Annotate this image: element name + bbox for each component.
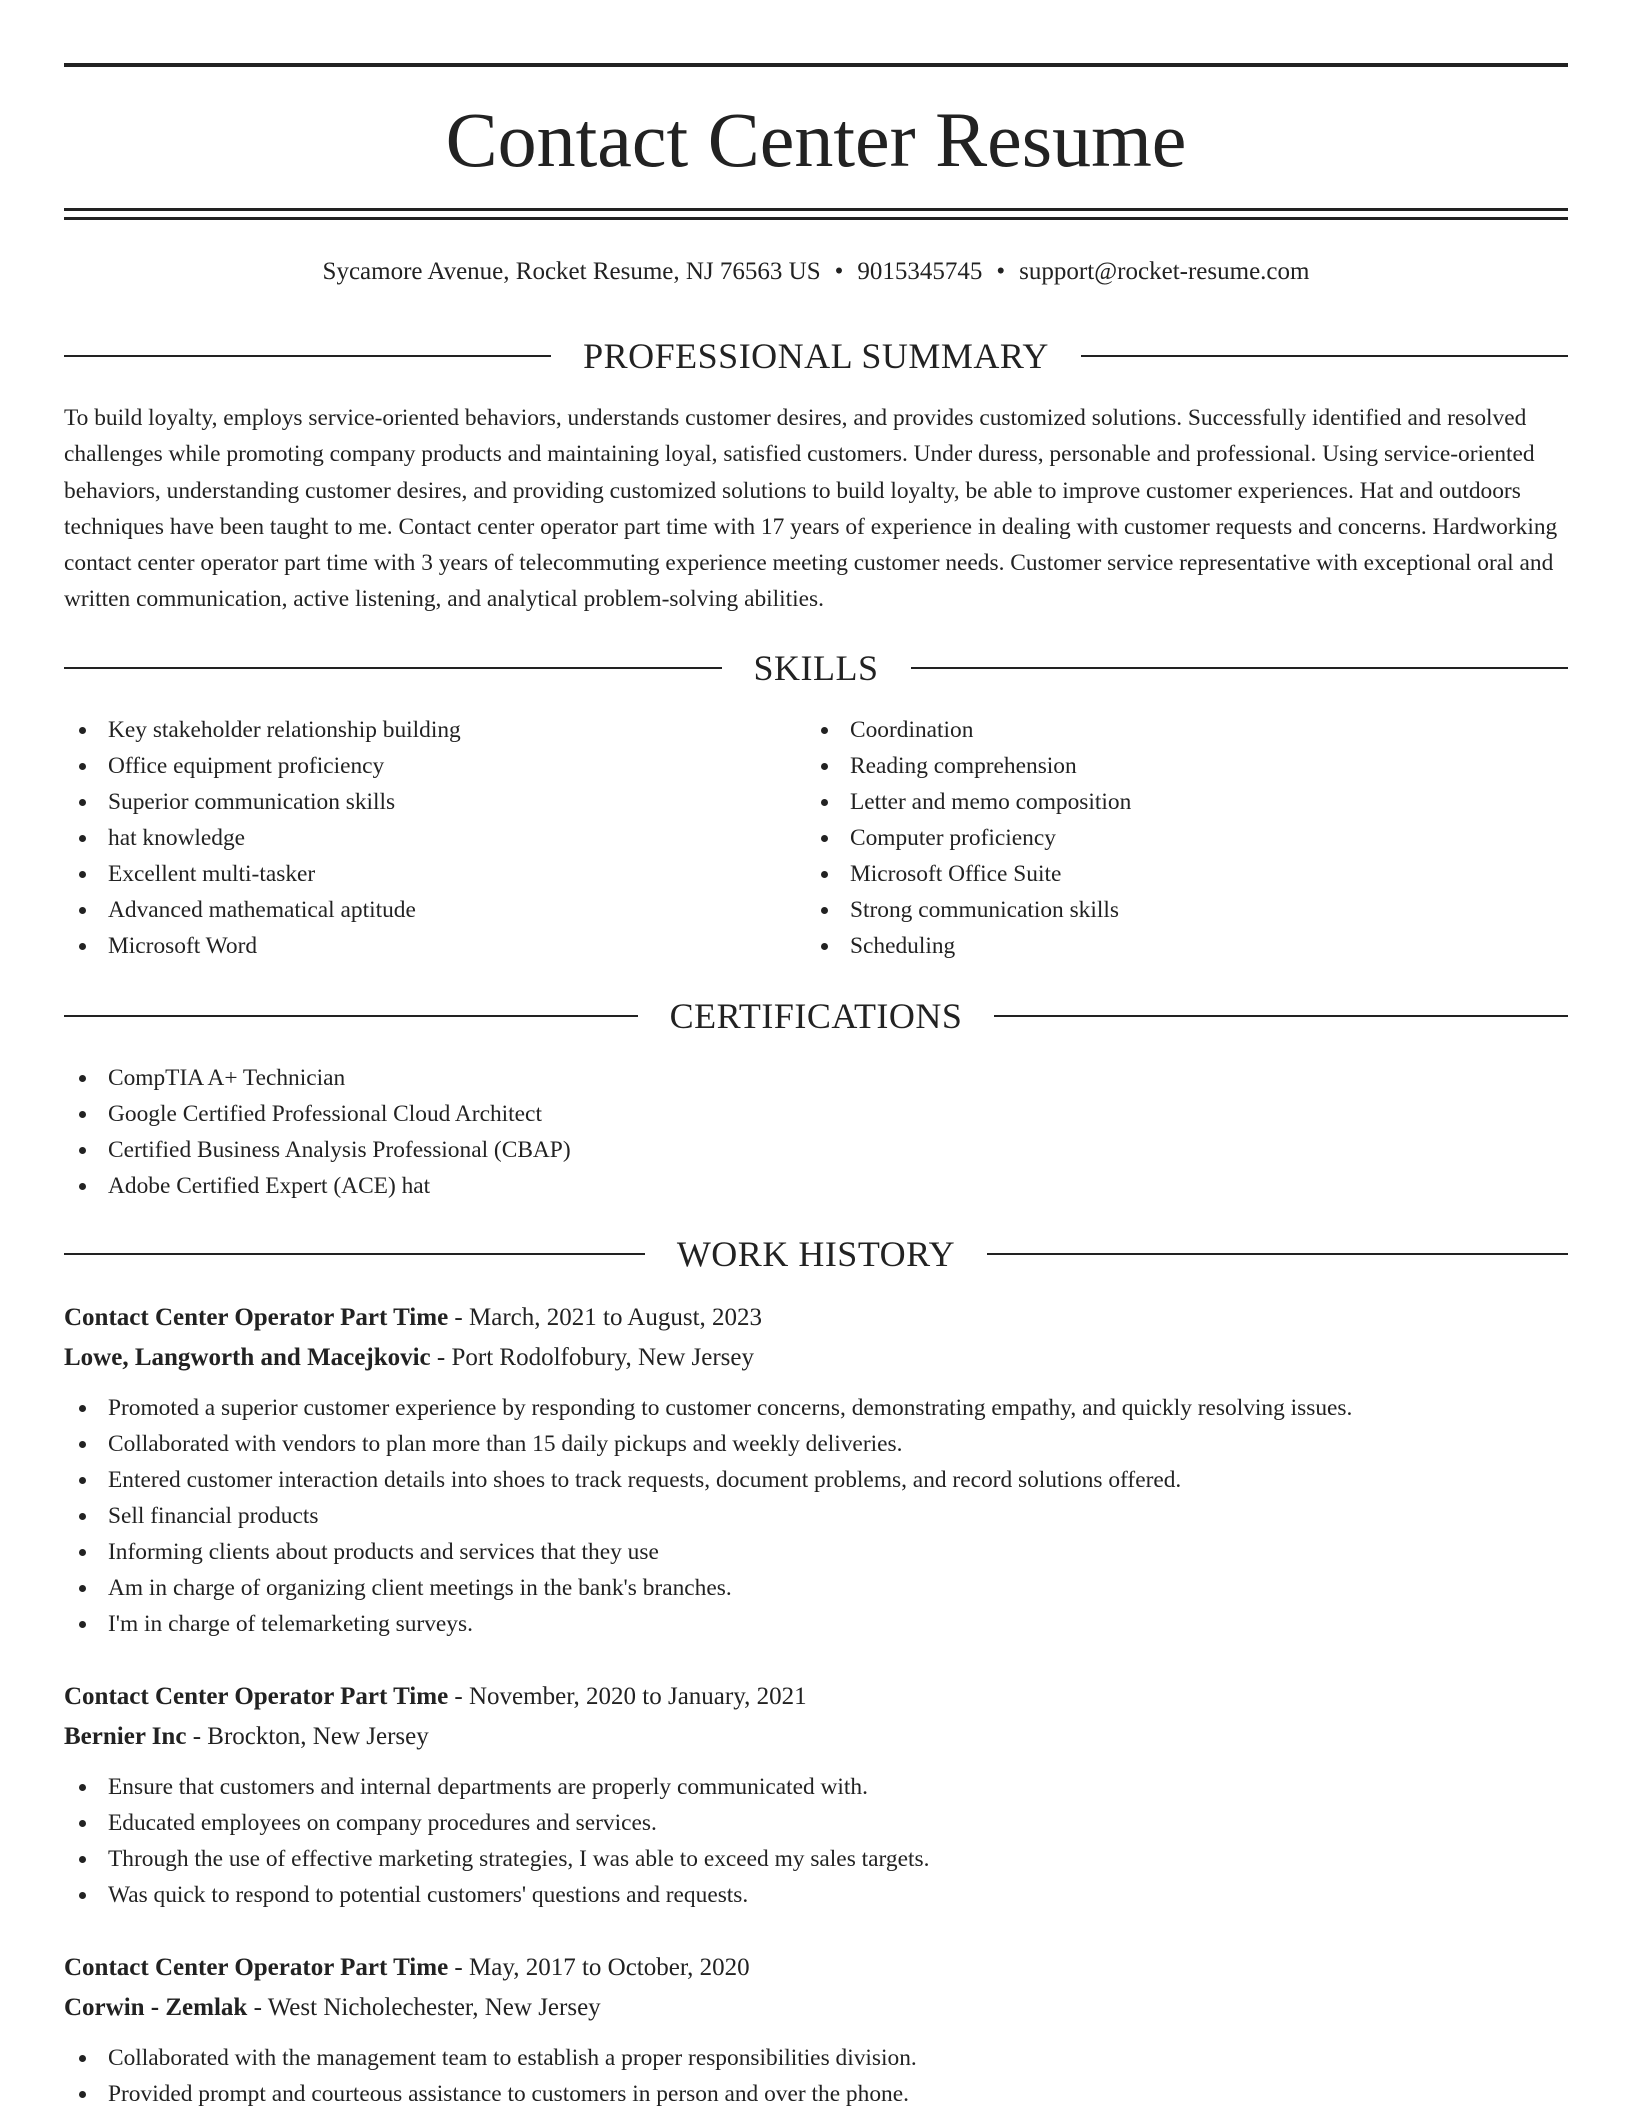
contact-separator: •	[834, 258, 844, 285]
section-heading-certifications	[64, 994, 1568, 1038]
skill-item: Microsoft Word	[64, 928, 764, 964]
skill-item: Excellent multi-tasker	[64, 856, 764, 892]
top-rule	[64, 63, 1568, 67]
job-bullets	[64, 1390, 1568, 1642]
section-heading-summary	[64, 334, 1568, 378]
job-bullet: Informing clients about products and services that they use	[64, 1534, 1568, 1570]
heading-rule	[64, 667, 722, 669]
job-bullet: Provided prompt and courteous assistance to customers in person and over the phone.	[64, 2076, 1568, 2112]
summary-paragraph: To build loyalty, employs service-oriented behaviors, understands customer desires, and provides customized solutions. Successfully identified and resolved challenges while promoting company products and maintaining loyal, satisfied customers. Under duress, personable and professional. Using service-oriented behaviors, understanding customer desires, and providing customized solutions to build loyalty, be able to improve customer experiences. Hat and outdoors techniques have been taught to me. Contact center operator part time with 17 years of experience in dealing with customer requests and concerns. Hardworking contact center operator part time with 3 years of telecommuting experience meeting customer needs. Customer service representative with exceptional oral and written communication, active listening, and analytical problem-solving abilities.	[64, 405, 1558, 613]
job-bullet: Through the use of effective marketing strategies, I was able to exceed my sales targets.	[64, 1841, 1568, 1877]
section-heading-work-history	[64, 1232, 1568, 1276]
heading-rule	[987, 1253, 1568, 1255]
section-title: CERTIFICATIONS	[669, 996, 963, 1036]
job-dates: - May, 2017 to October, 2020	[448, 1954, 750, 1981]
section-title: SKILLS	[753, 648, 879, 688]
job-entry	[64, 1948, 1568, 2112]
job-company-row	[64, 1338, 1568, 1378]
skill-item: Superior communication skills	[64, 784, 764, 820]
job-title-row	[64, 1948, 1568, 1988]
heading-rule	[64, 1015, 638, 1017]
contact-line	[64, 254, 1568, 290]
job-dates: - November, 2020 to January, 2021	[448, 1683, 807, 1710]
contact-email[interactable]: support@rocket-resume.com	[1019, 258, 1310, 285]
section-title: PROFESSIONAL SUMMARY	[583, 336, 1049, 376]
job-bullet: Collaborated with vendors to plan more than 15 daily pickups and weekly deliveries.	[64, 1426, 1568, 1462]
certification-item: Adobe Certified Expert (ACE) hat	[64, 1168, 1464, 1204]
job-title: Contact Center Operator Part Time	[64, 1954, 449, 1981]
skill-item: Office equipment proficiency	[64, 748, 764, 784]
contact-phone[interactable]: 9015345745	[857, 258, 983, 285]
job-location: - Brockton, New Jersey	[186, 1723, 429, 1750]
certification-item: Google Certified Professional Cloud Architect	[64, 1096, 1464, 1132]
job-company: Bernier Inc	[64, 1723, 187, 1750]
skill-item: Advanced mathematical aptitude	[64, 892, 764, 928]
job-bullet: Entered customer interaction details into shoes to track requests, document problems, and record solutions offered.	[64, 1462, 1568, 1498]
job-dates: - March, 2021 to August, 2023	[448, 1304, 763, 1331]
certification-item: CompTIA A+ Technician	[64, 1060, 1464, 1096]
job-bullet: Ensure that customers and internal departments are properly communicated with.	[64, 1769, 1568, 1805]
job-bullet: Educated employees on company procedures and services.	[64, 1805, 1568, 1841]
section-heading-skills	[64, 646, 1568, 690]
skill-item: Coordination	[806, 712, 1506, 748]
skill-item: Key stakeholder relationship building	[64, 712, 764, 748]
heading-rule	[911, 667, 1569, 669]
skill-item: Reading comprehension	[806, 748, 1506, 784]
title-double-rule	[64, 208, 1568, 220]
job-company-row	[64, 1988, 1568, 2028]
job-bullet: Was quick to respond to potential customers' questions and requests.	[64, 1877, 1568, 1913]
job-bullet: Sell financial products	[64, 1498, 1568, 1534]
contact-address: Sycamore Avenue, Rocket Resume, NJ 76563 US	[322, 258, 821, 285]
job-company: Corwin - Zemlak	[64, 1994, 248, 2021]
job-bullet: Am in charge of organizing client meetings in the bank's branches.	[64, 1570, 1568, 1606]
job-bullet: Collaborated with the management team to establish a proper responsibilities division.	[64, 2040, 1568, 2076]
job-location: - Port Rodolfobury, New Jersey	[430, 1344, 754, 1371]
certification-item: Certified Business Analysis Professional (CBAP)	[64, 1132, 1464, 1168]
section-title: WORK HISTORY	[676, 1234, 956, 1274]
job-entry	[64, 1677, 1568, 1913]
job-title-row	[64, 1677, 1568, 1717]
heading-rule	[994, 1015, 1568, 1017]
skill-item: Letter and memo composition	[806, 784, 1506, 820]
job-company-row	[64, 1717, 1568, 1757]
skill-item: Strong communication skills	[806, 892, 1506, 928]
job-title-row	[64, 1298, 1568, 1338]
skill-item: hat knowledge	[64, 820, 764, 856]
job-title: Contact Center Operator Part Time	[64, 1304, 449, 1331]
resume-title: Contact Center Resume	[445, 96, 1187, 183]
skills-list-right	[806, 712, 1506, 964]
job-bullet: Promoted a superior customer experience by responding to customer concerns, demonstrating empathy, and quickly resolving issues.	[64, 1390, 1568, 1426]
heading-rule	[1081, 355, 1568, 357]
job-bullet: I'm in charge of telemarketing surveys.	[64, 1606, 1568, 1642]
contact-separator: •	[996, 258, 1006, 285]
job-location: - West Nicholechester, New Jersey	[247, 1994, 601, 2021]
skill-item: Computer proficiency	[806, 820, 1506, 856]
job-entry	[64, 1298, 1568, 1642]
heading-rule	[64, 1253, 645, 1255]
certifications-list	[64, 1060, 1464, 1204]
job-title: Contact Center Operator Part Time	[64, 1683, 449, 1710]
skills-list-left	[64, 712, 764, 964]
job-bullets	[64, 2040, 1568, 2112]
job-company: Lowe, Langworth and Macejkovic	[64, 1344, 431, 1371]
heading-rule	[64, 355, 551, 357]
skill-item: Scheduling	[806, 928, 1506, 964]
job-bullets	[64, 1769, 1568, 1913]
skill-item: Microsoft Office Suite	[806, 856, 1506, 892]
